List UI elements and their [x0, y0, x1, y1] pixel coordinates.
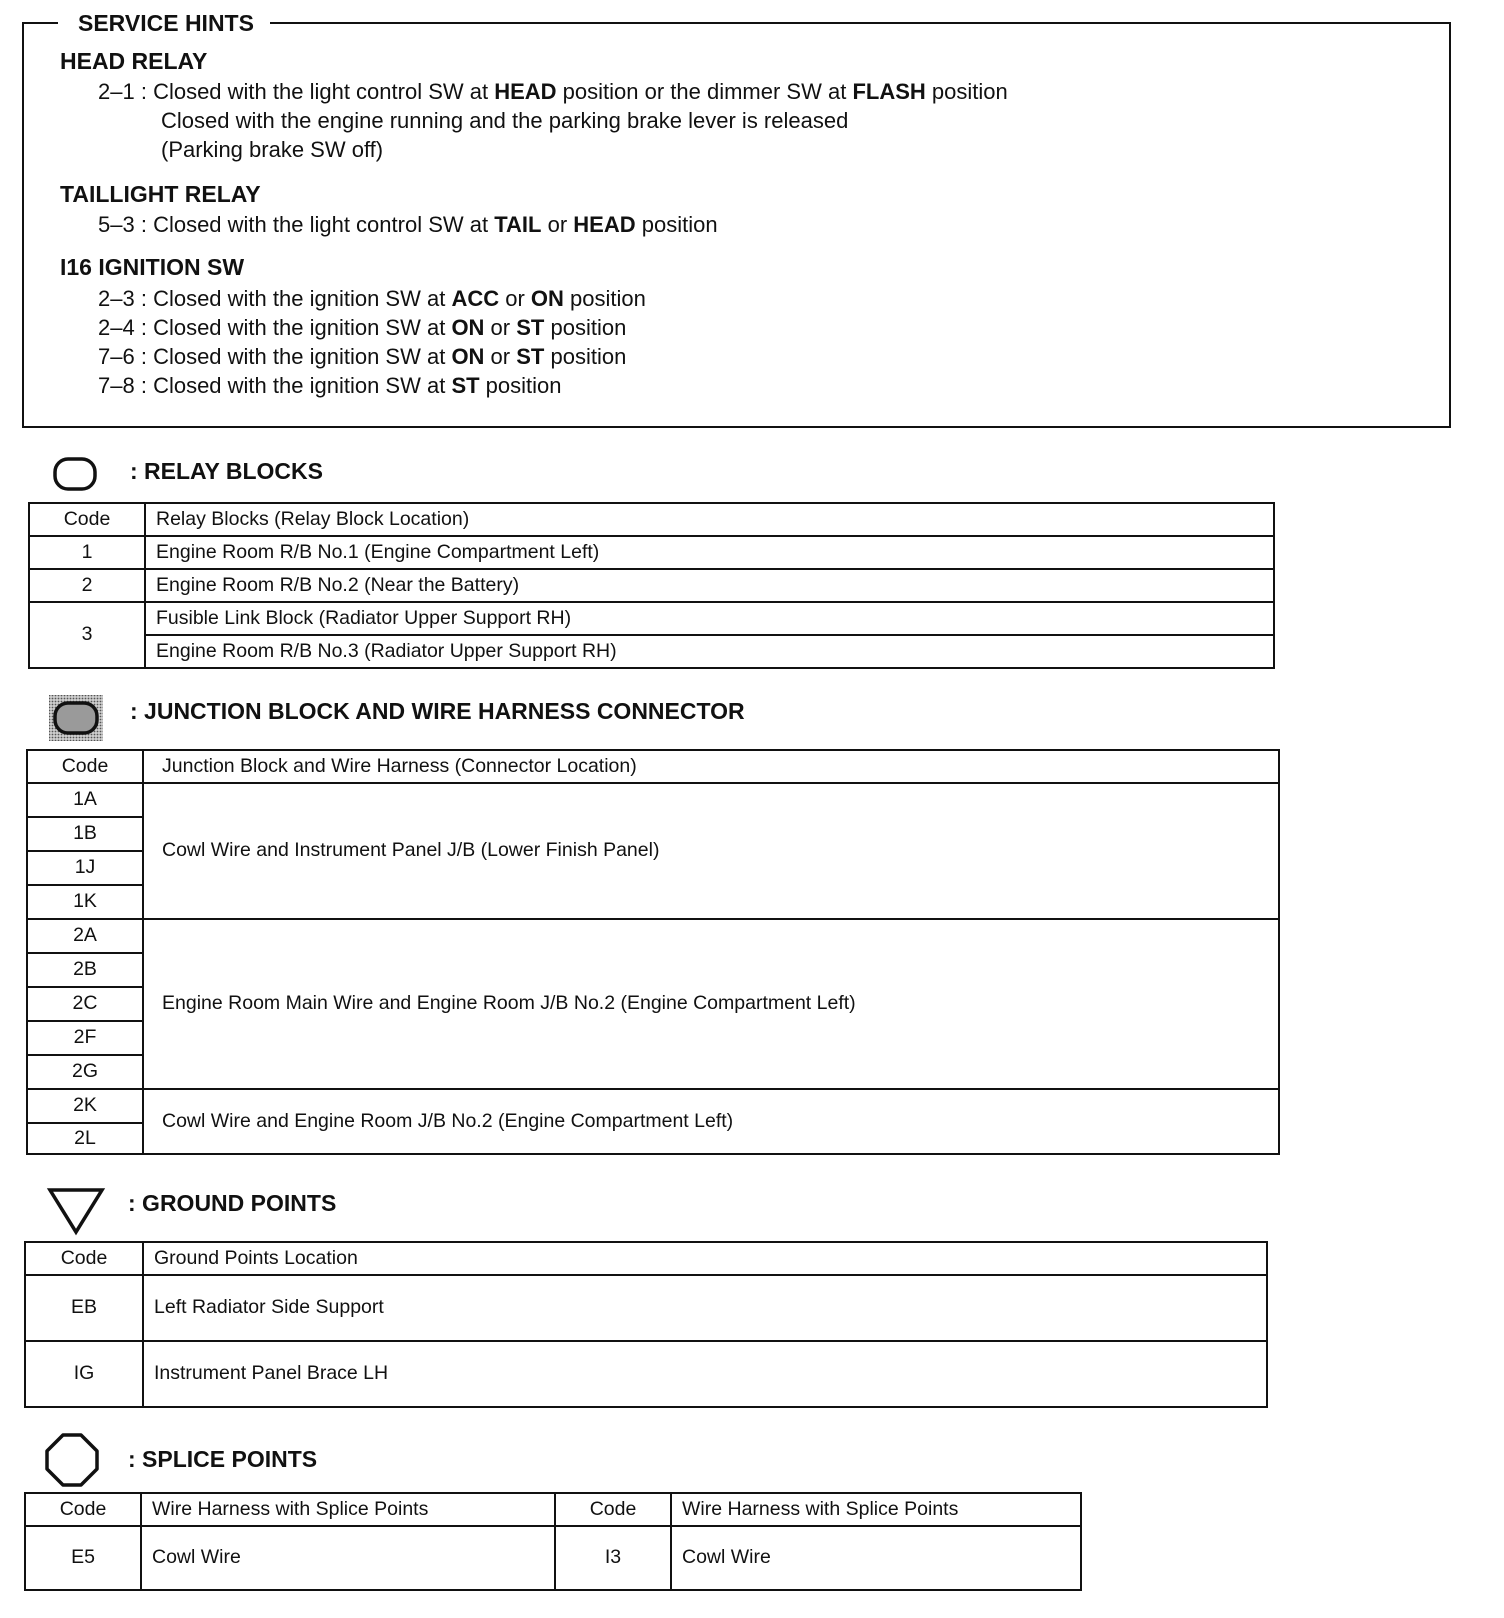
splice-points-title: : SPLICE POINTS — [128, 1446, 318, 1472]
location-cell: Engine Room R/B No.1 (Engine Compartment Left) — [145, 536, 1274, 569]
hint-text: Closed with the ignition SW at ACC or ON position — [153, 286, 646, 311]
table-row — [27, 919, 1279, 953]
hint-code: 7–6 : — [98, 344, 147, 369]
code-cell: IG — [25, 1341, 143, 1407]
bold-term: HEAD — [573, 212, 636, 237]
hint-code: 2–1 : — [98, 79, 147, 104]
hint-text: Closed with the ignition SW at ST position — [153, 373, 562, 398]
hint-item — [98, 79, 1008, 105]
ground-points-table — [24, 1241, 1268, 1408]
service-hints-title: SERVICE HINTS — [58, 10, 270, 36]
code-cell: 1A — [27, 783, 143, 817]
bold-term: ON — [530, 286, 564, 311]
code-cell: 1J — [27, 851, 143, 885]
table-row — [25, 1275, 1267, 1341]
code-cell: E5 — [25, 1526, 141, 1590]
hint-text: Closed with the light control SW at HEAD position or the dimmer SW at FLASH position — [153, 79, 1008, 104]
hint-heading-head-relay: HEAD RELAY — [60, 48, 208, 74]
harness-cell: Cowl Wire — [141, 1526, 555, 1590]
table-row — [29, 569, 1274, 602]
bold-term: ST — [516, 344, 545, 369]
code-cell: 1B — [27, 817, 143, 851]
code-cell: 2 — [29, 569, 145, 602]
location-cell: Engine Room R/B No.3 (Radiator Upper Support RH) — [145, 635, 1274, 668]
table-row — [29, 536, 1274, 569]
ground-point-icon — [46, 1186, 106, 1236]
hint-code: 7–8 : — [98, 373, 147, 398]
harness-cell: Cowl Wire — [671, 1526, 1081, 1590]
table-row — [25, 1341, 1267, 1407]
table-header-row — [25, 1493, 1081, 1526]
hint-text: (Parking brake SW off) — [161, 137, 384, 162]
code-cell: 2A — [27, 919, 143, 953]
code-cell: 1 — [29, 536, 145, 569]
column-header: Wire Harness with Splice Points — [141, 1493, 555, 1526]
bold-term: ACC — [451, 286, 500, 311]
location-cell: Cowl Wire and Engine Room J/B No.2 (Engine Compartment Left) — [143, 1089, 1279, 1154]
hint-item — [98, 373, 562, 399]
splice-points-table — [24, 1492, 1082, 1591]
location-cell: Cowl Wire and Instrument Panel J/B (Lower Finish Panel) — [143, 783, 1279, 919]
bold-term: HEAD — [494, 79, 557, 104]
relay-blocks-title: : RELAY BLOCKS — [130, 458, 323, 484]
hint-heading-taillight-relay: TAILLIGHT RELAY — [60, 181, 261, 207]
code-cell: I3 — [555, 1526, 671, 1590]
bold-term: FLASH — [852, 79, 926, 104]
service-hints-box — [22, 10, 1451, 428]
table-row — [29, 635, 1274, 668]
column-header: Code — [555, 1493, 671, 1526]
code-cell: 2F — [27, 1021, 143, 1055]
table-header-row — [25, 1242, 1267, 1275]
bold-term: ST — [451, 373, 480, 398]
code-cell: 2G — [27, 1055, 143, 1089]
location-cell: Left Radiator Side Support — [143, 1275, 1267, 1341]
hint-text: Closed with the ignition SW at ON or ST position — [153, 315, 627, 340]
table-row — [27, 1089, 1279, 1123]
hint-item — [98, 212, 718, 238]
bold-term: TAIL — [494, 212, 542, 237]
table-row — [29, 602, 1274, 635]
column-header: Code — [25, 1242, 143, 1275]
hint-text: Closed with the ignition SW at ON or ST position — [153, 344, 627, 369]
column-header: Relay Blocks (Relay Block Location) — [145, 503, 1274, 536]
bold-term: ST — [516, 315, 545, 340]
bold-term: ON — [451, 344, 485, 369]
code-cell: 2B — [27, 953, 143, 987]
table-row — [25, 1526, 1081, 1590]
code-cell: 3 — [29, 602, 145, 668]
bold-term: ON — [451, 315, 485, 340]
table-header-row — [27, 750, 1279, 783]
relay-block-icon — [52, 456, 98, 492]
hint-item — [98, 286, 646, 312]
relay-blocks-table — [28, 502, 1275, 669]
hint-text: Closed with the engine running and the parking brake lever is released — [161, 108, 849, 133]
hint-item — [98, 315, 626, 341]
code-cell: 2L — [27, 1123, 143, 1154]
junction-blocks-title: : JUNCTION BLOCK AND WIRE HARNESS CONNECTOR — [130, 698, 745, 724]
ground-points-title: : GROUND POINTS — [128, 1190, 337, 1216]
hint-code: 5–3 : — [98, 212, 147, 237]
column-header: Code — [29, 503, 145, 536]
code-cell: 2K — [27, 1089, 143, 1123]
table-row — [27, 783, 1279, 817]
code-cell: 1K — [27, 885, 143, 919]
hint-heading-ignition-sw: I16 IGNITION SW — [60, 254, 245, 280]
column-header: Wire Harness with Splice Points — [671, 1493, 1081, 1526]
splice-point-icon — [44, 1432, 100, 1488]
hint-code: 2–4 : — [98, 315, 147, 340]
hint-code: 2–3 : — [98, 286, 147, 311]
column-header: Junction Block and Wire Harness (Connector Location) — [143, 750, 1279, 783]
hint-item — [98, 344, 626, 370]
junction-block-icon — [48, 694, 104, 742]
location-cell: Engine Room Main Wire and Engine Room J/B No.2 (Engine Compartment Left) — [143, 919, 1279, 1089]
junction-blocks-table — [26, 749, 1280, 1155]
column-header: Code — [25, 1493, 141, 1526]
location-cell: Instrument Panel Brace LH — [143, 1341, 1267, 1407]
location-cell: Engine Room R/B No.2 (Near the Battery) — [145, 569, 1274, 602]
code-cell: EB — [25, 1275, 143, 1341]
code-cell: 2C — [27, 987, 143, 1021]
hint-text: Closed with the light control SW at TAIL or HEAD position — [153, 212, 718, 237]
column-header: Ground Points Location — [143, 1242, 1267, 1275]
location-cell: Fusible Link Block (Radiator Upper Support RH) — [145, 602, 1274, 635]
table-header-row — [29, 503, 1274, 536]
column-header: Code — [27, 750, 143, 783]
